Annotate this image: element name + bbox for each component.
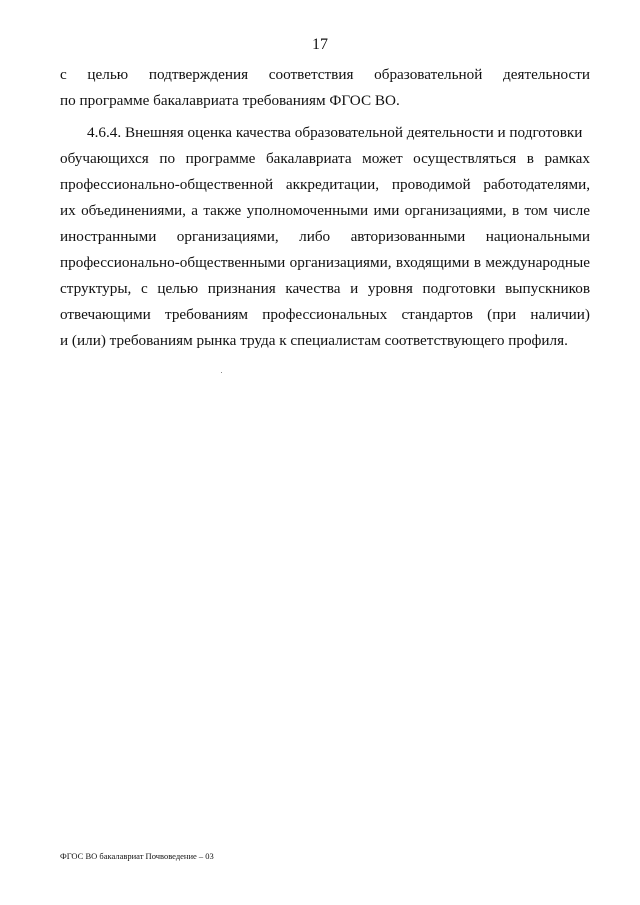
word: объединениями, bbox=[81, 202, 186, 219]
word: проводимой bbox=[391, 176, 471, 193]
word: деятельности bbox=[503, 66, 590, 83]
word: рамках bbox=[544, 150, 590, 167]
word: подтверждения bbox=[148, 66, 249, 83]
word: целью bbox=[157, 280, 199, 297]
word: структуры, bbox=[60, 280, 132, 297]
word: с bbox=[140, 280, 148, 297]
word: работодателями, bbox=[483, 176, 590, 193]
paragraph-2-line-8 bbox=[60, 302, 590, 328]
word: (при bbox=[487, 306, 517, 323]
word: в bbox=[511, 202, 520, 219]
word: том bbox=[524, 202, 548, 219]
word: с bbox=[60, 66, 67, 83]
paragraph-1-line-1 bbox=[60, 62, 590, 88]
word: стандартов bbox=[401, 306, 473, 323]
word: отвечающими bbox=[60, 306, 151, 323]
word: уровня bbox=[367, 280, 413, 297]
word: входящими bbox=[395, 254, 470, 271]
paragraph-2-line-6 bbox=[60, 250, 590, 276]
word: организациями, bbox=[289, 254, 392, 271]
word: иностранными bbox=[60, 228, 157, 245]
word: национальными bbox=[485, 228, 590, 245]
word: профессионально-общественной bbox=[60, 176, 274, 193]
paragraph-2-line-5 bbox=[60, 224, 590, 250]
word: а bbox=[191, 202, 198, 219]
word: ими bbox=[373, 202, 400, 219]
word: в bbox=[473, 254, 482, 271]
word: по bbox=[159, 150, 176, 167]
word: международные bbox=[485, 254, 590, 271]
word: бакалавриата bbox=[265, 150, 352, 167]
word: обучающихся bbox=[60, 150, 149, 167]
word: уполномоченными bbox=[246, 202, 369, 219]
word: организациями, bbox=[404, 202, 507, 219]
word: аккредитации, bbox=[285, 176, 380, 193]
word: их bbox=[60, 202, 76, 219]
paragraph-1-line-2: по программе бакалавриата требованиям ФГОС ВО. bbox=[60, 92, 400, 109]
paragraph-2-line-3 bbox=[60, 172, 590, 198]
word: числе bbox=[553, 202, 590, 219]
word: профессионально-общественными bbox=[60, 254, 286, 271]
word: наличии) bbox=[530, 306, 590, 323]
word: образовательной bbox=[374, 66, 483, 83]
word: также bbox=[203, 202, 242, 219]
paragraph-2-line-7 bbox=[60, 276, 590, 302]
word: качества bbox=[285, 280, 341, 297]
page-number: 17 bbox=[312, 36, 328, 53]
word: в bbox=[526, 150, 534, 167]
word: организациями, bbox=[176, 228, 279, 245]
document-footer: ФГОС ВО бакалавриат Почвоведение – 03 bbox=[60, 851, 214, 861]
word: программе bbox=[185, 150, 256, 167]
word: подготовки bbox=[422, 280, 496, 297]
word: целью bbox=[87, 66, 129, 83]
word: профессиональных bbox=[262, 306, 388, 323]
word: может bbox=[362, 150, 403, 167]
paragraph-2-line-9: и (или) требованиям рынка труда к специалистам соответствующего профиля. bbox=[60, 332, 568, 349]
word: авторизованными bbox=[350, 228, 466, 245]
word: осуществляться bbox=[413, 150, 517, 167]
word: требованиям bbox=[165, 306, 249, 323]
word: либо bbox=[299, 228, 331, 245]
paragraph-2-line-1: 4.6.4. Внешняя оценка качества образовательной деятельности и подготовки bbox=[87, 124, 583, 141]
word: выпускников bbox=[505, 280, 590, 297]
word: признания bbox=[207, 280, 276, 297]
word: соответствия bbox=[268, 66, 354, 83]
word: и bbox=[350, 280, 359, 297]
paragraph-2-line-2 bbox=[60, 146, 590, 172]
paragraph-2-line-4 bbox=[60, 198, 590, 224]
document-body bbox=[60, 62, 590, 354]
scan-speck bbox=[221, 372, 222, 373]
